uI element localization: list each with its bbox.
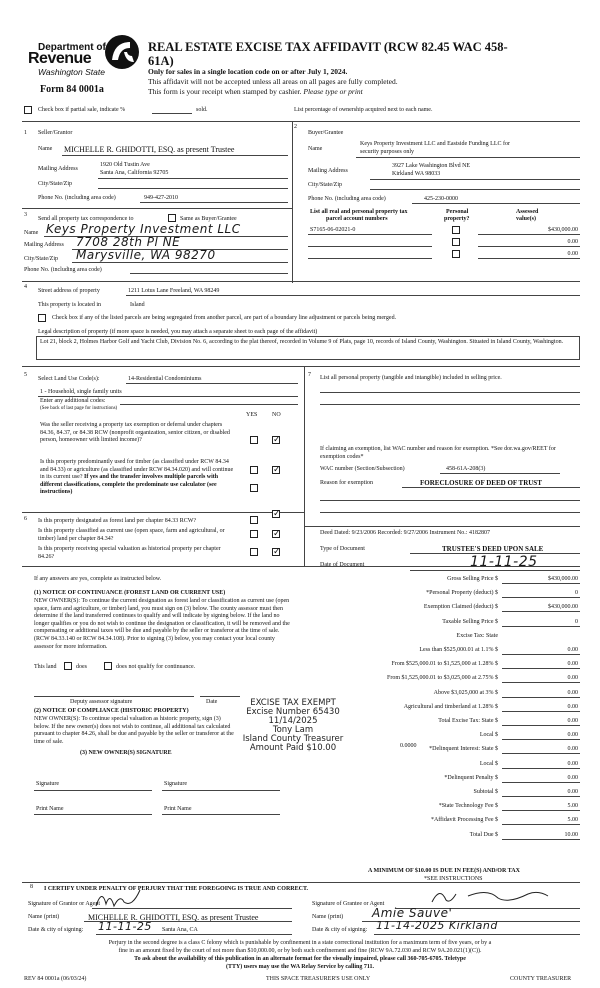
legal-description: Lot 21, block 2, Holmes Harbor Golf and Yacht Club, Division No. 6, according to the plat thereof, recorded in Volume 9 of Plats, page 10, records of Island County, Washington. Situated in Island County, Washington.	[40, 339, 564, 345]
calc-label: Exemption Claimed (deduct) $	[423, 604, 498, 611]
local-rate: 0.0000	[400, 743, 417, 749]
buyer-title: Buyer/Grantee	[308, 130, 344, 136]
corr-phone-label: Phone No. (including area code)	[24, 267, 102, 273]
personal-property-checkbox[interactable]	[452, 238, 460, 246]
calc-label: Total Excise Tax: State $	[438, 718, 498, 724]
assessed-value: $430,000.00	[548, 227, 578, 233]
timber-multi-checkbox[interactable]	[250, 484, 258, 492]
seller-mail-line2: Santa Ana, California 92705	[100, 170, 169, 176]
grantee-date: 11-14-2025 Kirkland	[376, 919, 498, 932]
calc-label: *Delinquent Interest: State $	[429, 746, 498, 753]
grantee-date-label: Date & city of signing:	[312, 927, 368, 933]
yes-header: YES	[246, 412, 258, 418]
treasurer-stamp: EXCISE TAX EXEMPT Excise Number 65430 11/14/2025 Tony Lam Island County Treasurer Amount Paid $10.00	[242, 698, 344, 753]
seller-phone-label: Phone No. (including area code)	[38, 195, 116, 201]
land-not-qualify-checkbox[interactable]	[104, 662, 112, 670]
landuse-code: 14-Residential Condominiums	[128, 376, 202, 382]
seller-city-label: City/State/Zip	[38, 181, 72, 187]
calc-value: 0.00	[567, 661, 578, 668]
calc-value: 0.00	[567, 774, 578, 781]
current-use-yes-checkbox[interactable]	[250, 530, 258, 538]
calc-label: *Delinquent Penalty $	[444, 774, 498, 781]
grantee-name-label: Name (print)	[312, 914, 344, 920]
new-owner-signature-2: Signature	[164, 781, 187, 787]
calc-label: *Personal Property (deduct) $	[426, 590, 498, 597]
assessed-header: Assessed	[516, 209, 539, 215]
personal-header-2: property?	[444, 216, 470, 222]
exemption-question: Was the seller receiving a property tax exemption or deferral under chapters 84.36, 84.37, or 84.38 RCW (nonprofit organization, senior citizen, or disabled person, homeowner with limited income)?	[40, 422, 230, 443]
does-label: does	[76, 664, 87, 670]
corr-section-num: 3	[24, 212, 27, 218]
seller-name-label: Name	[38, 146, 53, 152]
county-treasurer-label: COUNTY TREASURER	[510, 976, 572, 982]
calc-value: 0.00	[567, 718, 578, 724]
perjury-line-1: Perjury in the second degree is a class C felony which is punishable by confinement in a state correctional institution for a maximum term of five years, or by a	[108, 940, 492, 946]
assessed-value: 0.00	[567, 251, 578, 257]
seller-mail-label: Mailing Address	[38, 166, 78, 172]
current-use-question: Is this property classified as current use (open space, farm and agricultural, or timber) land per chapter 84.34?	[38, 528, 225, 542]
notice1-title: (1) NOTICE OF CONTINUANCE (FOREST LAND OR CURRENT USE)	[34, 590, 226, 596]
historic-yes-checkbox[interactable]	[250, 548, 258, 556]
exemption-yes-checkbox[interactable]	[250, 436, 258, 444]
doc-date: 11-11-25	[470, 554, 538, 570]
located-label: This property is located in	[38, 302, 101, 308]
wac-label: WAC number (Section/Subsection)	[320, 466, 405, 472]
calc-value: $430,000.00	[548, 576, 578, 582]
calc-label: Excise Tax: State	[456, 632, 498, 639]
personal-property-label: List all personal property (tangible and intangible) included in selling price.	[320, 375, 502, 381]
buyer-phone-label: Phone No. (including area code)	[308, 196, 386, 202]
buyer-phone: 425-230-0000	[424, 196, 458, 202]
calc-value: $430,000.00	[548, 604, 578, 611]
calc-value: 0.00	[567, 703, 578, 710]
corr-mail-label: Mailing Address	[24, 242, 64, 248]
not-qualify-label: does not qualify for continuance.	[116, 664, 196, 670]
wac-number: 458-61A-208(3)	[446, 466, 486, 472]
buyer-mail-line2: Kirkland WA 98033	[392, 171, 441, 177]
timber-question: Is this property predominantly used for timber (as classified under RCW 84.34 and 84.33) or agriculture (as classified under RCW 84.34.020) and will continue in its current use? If yes and the transfer involves multiple parcels with different classifications, complete the predominate use calculator (see instructions)	[40, 459, 234, 495]
forest-question: Is this property designated as forest land per chapter 84.33 RCW?	[38, 518, 197, 524]
landuse-label: Select Land Use Code(s):	[38, 376, 100, 382]
calc-value: 5.00	[567, 817, 578, 824]
assessed-value: 0.00	[567, 239, 578, 245]
deputy-date-label: Date	[206, 699, 218, 705]
calc-label: Above $3,025,000 at 3% $	[433, 689, 498, 696]
seller-name: MICHELLE R. GHIDOTTI, ESQ. as present Trustee	[64, 145, 235, 154]
calc-value: 0.00	[567, 746, 578, 753]
partial-sale-sold: sold.	[196, 107, 208, 113]
grantee-signature-image	[428, 884, 568, 908]
exemption-no-checkbox[interactable]: ✓	[273, 435, 281, 445]
legal-label: Legal description of property (if more space is needed, you may attach a separate sheet to each page of the affidavit)	[38, 329, 318, 335]
calc-label: Agricultural and timberland at 1.28% $	[403, 703, 498, 710]
buyer-mail-label: Mailing Address	[308, 168, 348, 174]
notice3-title: (3) NEW OWNER(S) SIGNATURE	[80, 750, 172, 756]
historic-question: Is this property receiving special valuation as historical property per chapter 84.26?	[38, 546, 221, 560]
ownership-note: List percentage of ownership acquired next to each name.	[294, 107, 433, 113]
grantor-city: Santa Ana, CA	[162, 927, 198, 933]
calc-label: Less than $525,000.01 at 1.1% $	[419, 647, 498, 653]
land-does-checkbox[interactable]	[64, 662, 72, 670]
this-land-label: This land	[34, 664, 57, 670]
personal-property-checkbox[interactable]	[452, 226, 460, 234]
calc-label: Gross Selling Price $	[447, 576, 498, 582]
revenue-logo-text: Revenue	[28, 50, 92, 67]
section6-num: 6	[24, 516, 27, 522]
timber-no-checkbox[interactable]: ✓	[273, 465, 281, 475]
calc-value: 0.00	[567, 689, 578, 696]
treasurer-use-only: THIS SPACE TREASURER'S USE ONLY	[266, 976, 371, 982]
street-address: 1211 Lotus Lane Freeland, WA 98249	[128, 288, 220, 294]
grantor-signature-label: Signature of Grantor or Agent	[28, 901, 100, 907]
additional-codes-label: Enter any additional codes:	[40, 398, 106, 404]
doc-type: TRUSTEE'S DEED UPON SALE	[442, 545, 544, 553]
section7-num: 7	[308, 372, 311, 378]
calc-label: Subtotal $	[473, 789, 498, 795]
corr-name: Keys Property Investment LLC	[46, 222, 241, 236]
note-not-accepted: This affidavit will not be accepted unless all areas on all pages are fully completed.	[148, 77, 398, 86]
timber-yes-checkbox[interactable]	[250, 466, 258, 474]
new-owner-print-1: Print Name	[36, 806, 64, 812]
certify-statement: I CERTIFY UNDER PENALTY OF PERJURY THAT THE FOREGOING IS TRUE AND CORRECT.	[44, 886, 309, 892]
calc-value: 10.00	[564, 831, 578, 838]
corr-city-label: City/State/Zip	[24, 256, 58, 262]
property-section-num: 4	[24, 284, 27, 290]
calc-value: 5.00	[567, 803, 578, 810]
note-single-location: Only for sales in a single location code on or after July 1, 2024.	[148, 67, 348, 76]
grantor-name: MICHELLE R. GHIDOTTI, ESQ. as present Trustee	[88, 913, 259, 922]
same-as-buyer-checkbox[interactable]	[168, 214, 176, 222]
corr-label: Send all property tax correspondence to	[38, 216, 134, 222]
same-as-buyer-label: Same as Buyer/Grantee	[180, 216, 237, 222]
forest-no-checkbox[interactable]: ✓	[273, 509, 281, 519]
calc-value: 0	[575, 590, 578, 597]
calc-value: 0.00	[567, 760, 578, 767]
located-county: Island	[130, 302, 145, 308]
calc-label: Local $	[479, 760, 498, 767]
doc-date-label: Date of Document	[320, 562, 365, 568]
buyer-name-line2: security purposes only	[360, 149, 414, 155]
partial-sale-label: Check box if partial sale, indicate %	[38, 107, 126, 113]
no-header: NO	[272, 412, 281, 418]
calc-value: 0.00	[567, 732, 578, 739]
perjury-line-2: fine in an amount fixed by the court of not more than $10,000.00, or by both such confinement and fine (RCW 9A.72.030 and RCW 9A.20.021(1)(C)).	[118, 948, 482, 954]
reason-label: Reason for exemption	[320, 480, 373, 486]
certify-num: 8	[30, 884, 33, 890]
form-revision: REV 84 0001a (06/03/24)	[24, 976, 87, 982]
seller-mail-line1: 1920 Old Tustin Ave	[100, 162, 150, 168]
buyer-name-line1: Keys Property Investment LLC and Eastside Funding LLC for	[360, 141, 510, 147]
form-number: Form 84 0001a	[40, 84, 104, 95]
parcel-header-1: List all real and personal property tax	[310, 209, 408, 215]
buyer-section-num: 2	[294, 124, 297, 130]
revenue-logo-icon	[104, 34, 140, 70]
minimum-note: A MINIMUM OF $10.00 IS DUE IN FEE(S) AND/OR TAX	[368, 868, 520, 874]
dept-label: Department of	[38, 42, 106, 53]
new-owner-print-2: Print Name	[164, 806, 192, 812]
calc-label: *State Technology Fee $	[438, 803, 498, 810]
deed-info: Deed Dated: 9/23/2006 Recorded: 9/27/2006 Instrument No.: 4182807	[320, 530, 490, 536]
grantee-name: Amie Sauve'	[372, 906, 453, 920]
corr-name-label: Name	[24, 230, 39, 236]
seller-phone: 949-427-2010	[144, 195, 178, 201]
partial-sale-checkbox[interactable]	[24, 106, 32, 114]
parcel-header-2: parcel account numbers	[326, 216, 388, 222]
see-back-note: (See back of last page for instructions)	[40, 406, 118, 411]
new-owner-signature-1: Signature	[36, 781, 59, 787]
exemption-reason: FORECLOSURE OF DEED OF TRUST	[420, 479, 542, 487]
grantee-signature-label: Signature of Grantee or Agent	[312, 901, 385, 907]
parcel-account: S7165-06-02021-0	[310, 227, 356, 233]
deputy-signature-label: Deputy assessor signature	[70, 699, 133, 705]
state-label: Washington State	[38, 67, 105, 77]
calc-label: From $1,525,000.01 to $3,025,000 at 2.75% $	[387, 675, 498, 682]
notice1-text: NEW OWNER(S): To continue the current designation as forest land or classification as current use (open space, farm and agriculture, or timber) land, you must sign on (3) below. The county assessor must then determine if the land transferred continues to qualify and will indicate by signing below. If the land no longer qualifies or you do not wish to continue the designation or classification, it will be removed and the compensating or additional taxes will be due and payable by the seller or transferor at the time of sale. (RCW 84.33.140 or RCW 84.34.108). Prior to signing (3) below, you may contact your local county assessor for more information.	[34, 598, 290, 650]
any-yes-note: If any answers are yes, complete as instructed below.	[34, 576, 162, 582]
calc-label: Taxable Selling Price $	[442, 618, 498, 625]
doc-type-label: Type of Document	[320, 546, 365, 552]
calc-label: Local $	[479, 732, 498, 739]
calc-value: 0.00	[567, 647, 578, 653]
corr-city: Marysville, WA 98270	[76, 248, 216, 262]
grantor-name-label: Name (print)	[28, 914, 60, 920]
boundary-checkbox[interactable]	[38, 314, 46, 322]
landuse-section-num: 5	[24, 372, 27, 378]
grantor-date-label: Date & city of signing:	[28, 927, 84, 933]
landuse-sub: 1 - Household, single family units	[40, 389, 122, 395]
notice2-text: NEW OWNER(S): To continue special valuation as historic property, sign (3) below. If the new owner(s) does not wish to continue, all additional tax calculated pursuant to chapter 84.26, shall be due and payable by the seller or transferor at the time of sale.	[34, 716, 234, 745]
see-instructions: *SEE INSTRUCTIONS	[424, 876, 483, 882]
perjury-line-3: To ask about the availability of this publication in an alternate format for the visually impaired, please call 360-705-6705. Teletype	[134, 956, 466, 962]
page-title: REAL ESTATE EXCISE TAX AFFIDAVIT (RCW 82.45 WAC 458-61A)	[148, 40, 508, 68]
buyer-city-label: City/State/Zip	[308, 182, 342, 188]
forest-yes-checkbox[interactable]	[250, 516, 258, 524]
calc-value: 0.00	[567, 675, 578, 682]
assessed-header-2: value(s)	[516, 216, 536, 222]
current-use-no-checkbox[interactable]: ✓	[273, 529, 281, 539]
buyer-mail-line1: 3927 Lake Washington Blvd NE	[392, 163, 471, 169]
perjury-line-4: (TTY) users may use the WA Relay Service by calling 711.	[225, 964, 375, 970]
boundary-label: Check box if any of the listed parcels are being segregated from another parcel, are part of a boundary line adjustment or parcels being merged.	[52, 315, 397, 321]
calc-label: *Affidavit Processing Fee $	[430, 817, 498, 824]
historic-no-checkbox[interactable]: ✓	[273, 547, 281, 557]
personal-property-checkbox[interactable]	[452, 250, 460, 258]
note-receipt: This form is your receipt when stamped by cashier. Please type or print	[148, 87, 363, 96]
seller-title: Seller/Grantor	[38, 130, 73, 136]
notice2-title: (2) NOTICE OF COMPLIANCE (HISTORIC PROPERTY)	[34, 708, 189, 714]
grantor-date: 11-11-25	[98, 920, 152, 933]
calc-value: 0.00	[567, 789, 578, 795]
street-label: Street address of property	[38, 288, 100, 294]
seller-section-num: 1	[24, 130, 27, 136]
buyer-name-label: Name	[308, 146, 323, 152]
calc-label: Total Due $	[469, 831, 498, 838]
exemption-note: If claiming an exemption, list WAC number and reason for exemption. *See dor.wa.gov/REET for exemption codes*	[320, 446, 556, 460]
calc-value: 0	[575, 618, 578, 625]
personal-header: Personal	[446, 209, 469, 215]
corr-mail: 7708 28th Pl NE	[76, 235, 181, 249]
calc-label: From $525,000.01 to $1,525,000 at 1.28% $	[391, 661, 498, 668]
